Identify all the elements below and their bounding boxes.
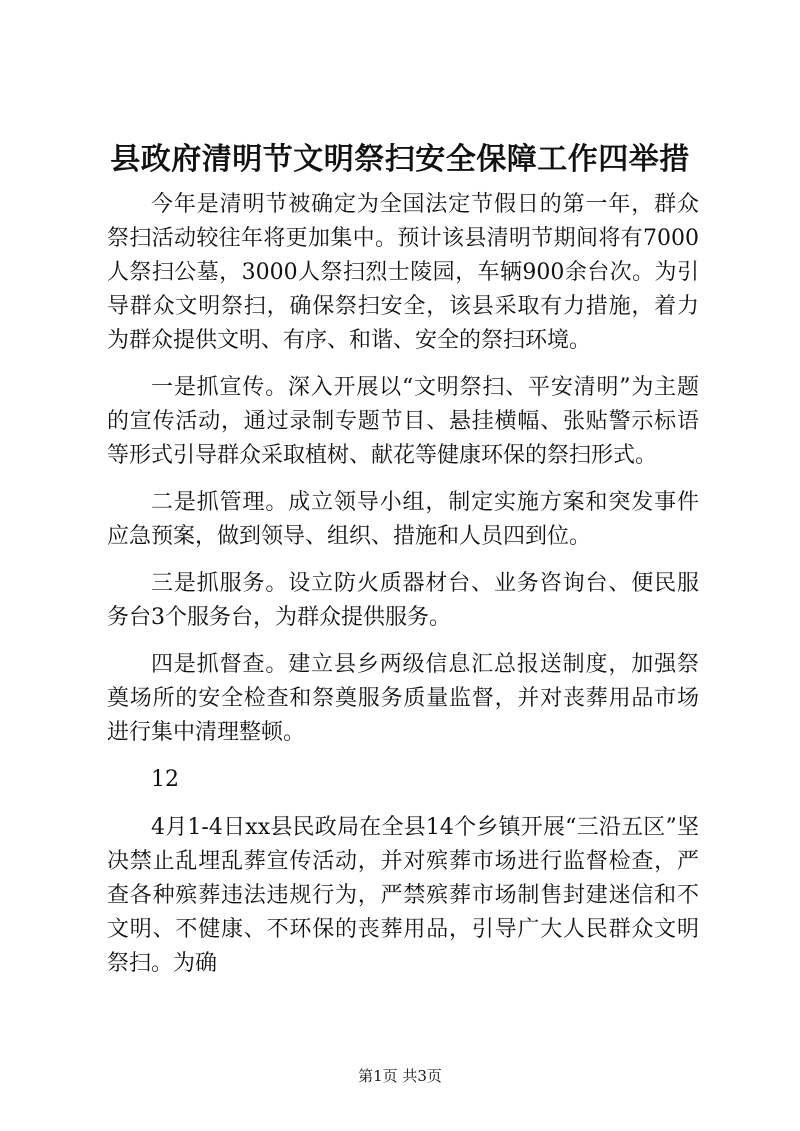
paragraph-management: 二是抓管理。成立领导小组，制定实施方案和突发事件应急预案，做到领导、组织、措施和人员四到位。 — [107, 490, 699, 549]
paragraph-supervision: 四是抓督查。建立县乡两级信息汇总报送制度，加强祭奠场所的安全检查和祭奠服务质量监督，并对丧葬用品市场进行集中清理整顿。 — [107, 652, 699, 745]
paragraph-publicity: 一是抓宣传。深入开展以“文明祭扫、平安清明”为主题的宣传活动，通过录制专题节目、悬挂横幅、张贴警示标语等形式引导群众采取植树、献花等健康环保的祭扫形式。 — [107, 375, 699, 468]
document-body — [107, 188, 699, 994]
paragraph-number: 12 — [151, 767, 179, 792]
page-indicator: 第1页 共3页 — [358, 1067, 442, 1085]
paragraph-intro: 今年是清明节被确定为全国法定节假日的第一年，群众祭扫活动较往年将更加集中。预计该县清明节期间将有7000人祭扫公墓，3000人祭扫烈士陵园，车辆900余台次。为引导群众文明祭扫，确保祭扫安全，该县采取有力措施，着力为群众提供文明、有序、和谐、安全的祭扫环境。 — [107, 192, 699, 353]
paragraph-service: 三是抓服务。设立防火质器材台、业务咨询台、便民服务台3个服务台，为群众提供服务。 — [107, 571, 699, 630]
document-title: 县政府清明节文明祭扫安全保障工作四举措 — [110, 142, 690, 177]
paragraph-civil-affairs: 4月1-4日xx县民政局在全县14个乡镇开展“三沿五区”坚决禁止乱埋乱葬宣传活动，并对殡葬市场进行监督检查，严查各种殡葬违法违规行为，严禁殡葬市场制售封建迷信和不文明、不健康、不环保的丧葬用品，引导广大人民群众文明祭扫。为确 — [107, 815, 699, 976]
